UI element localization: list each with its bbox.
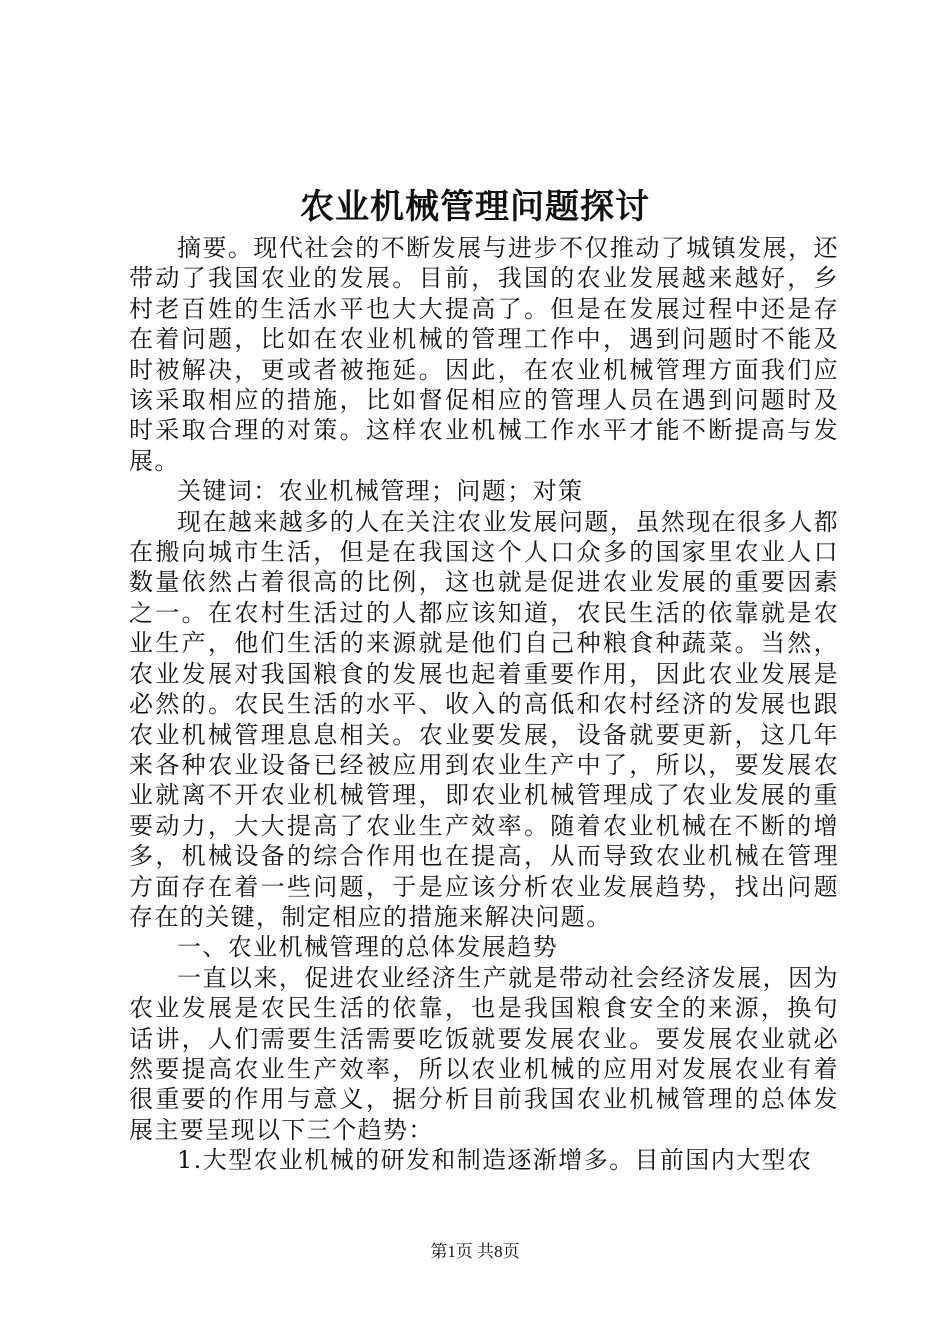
section-paragraph: 一直以来，促进农业经济生产就是带动社会经济发展，因为农业发展是农民生活的依靠，也是我国粮食安全的来源，换句话讲，人们需要生活需要吃饭就要发展农业。要发展农业就必然要提高农业生产效率，所以农业机械的应用对发展农业有着很重要的作用与意义，据分析目前我国农业机械管理的总体发展主要呈现以下三个趋势： (129, 963, 839, 1144)
abstract-paragraph: 摘要。现代社会的不断发展与进步不仅推动了城镇发展，还带动了我国农业的发展。目前，我国的农业发展越来越好，乡村老百姓的生活水平也大大提高了。但是在发展过程中还是存在着问题，比如在农业机械的管理工作中，遇到问题时不能及时被解决，更或者被拖延。因此，在农业机械管理方面我们应该采取相应的措施，比如督促相应的管理人员在遇到问题时及时采取合理的对策。这样农业机械工作水平才能不断提高与发展。 (129, 234, 839, 475)
document-body (129, 233, 839, 1176)
intro-paragraph: 现在越来越多的人在关注农业发展问题，虽然现在很多人都在搬向城市生活，但是在我国这个人口众多的国家里农业人口数量依然占着很高的比例，这也就是促进农业发展的重要因素之一。在农村生活过的人都应该知道，农民生活的依靠就是农业生产，他们生活的来源就是他们自己种粮食种蔬菜。当然，农业发展对我国粮食的发展也起着重要作用，因此农业发展是必然的。农民生活的水平、收入的高低和农村经济的发展也跟农业机械管理息息相关。农业要发展，设备就要更新，这几年来各种农业设备已经被应用到农业生产中了，所以，要发展农业就离不开农业机械管理，即农业机械管理成了农业发展的重要动力，大大提高了农业生产效率。随着农业机械在不断的增多，机械设备的综合作用也在提高，从而导致农业机械在管理方面存在着一些问题，于是应该分析农业发展趋势，找出问题存在的关键，制定相应的措施来解决问题。 (129, 507, 839, 931)
keywords-paragraph: 关键词：农业机械管理；问题；对策 (177, 477, 584, 506)
section-heading: 一、农业机械管理的总体发展趋势 (177, 933, 558, 962)
list-item-paragraph: 1.大型农业机械的研发和制造逐渐增多。目前国内大型农 (177, 1146, 813, 1175)
document-title: 农业机械管理问题探讨 (300, 187, 650, 227)
page-number-footer: 第1页 共8页 (430, 1242, 520, 1261)
